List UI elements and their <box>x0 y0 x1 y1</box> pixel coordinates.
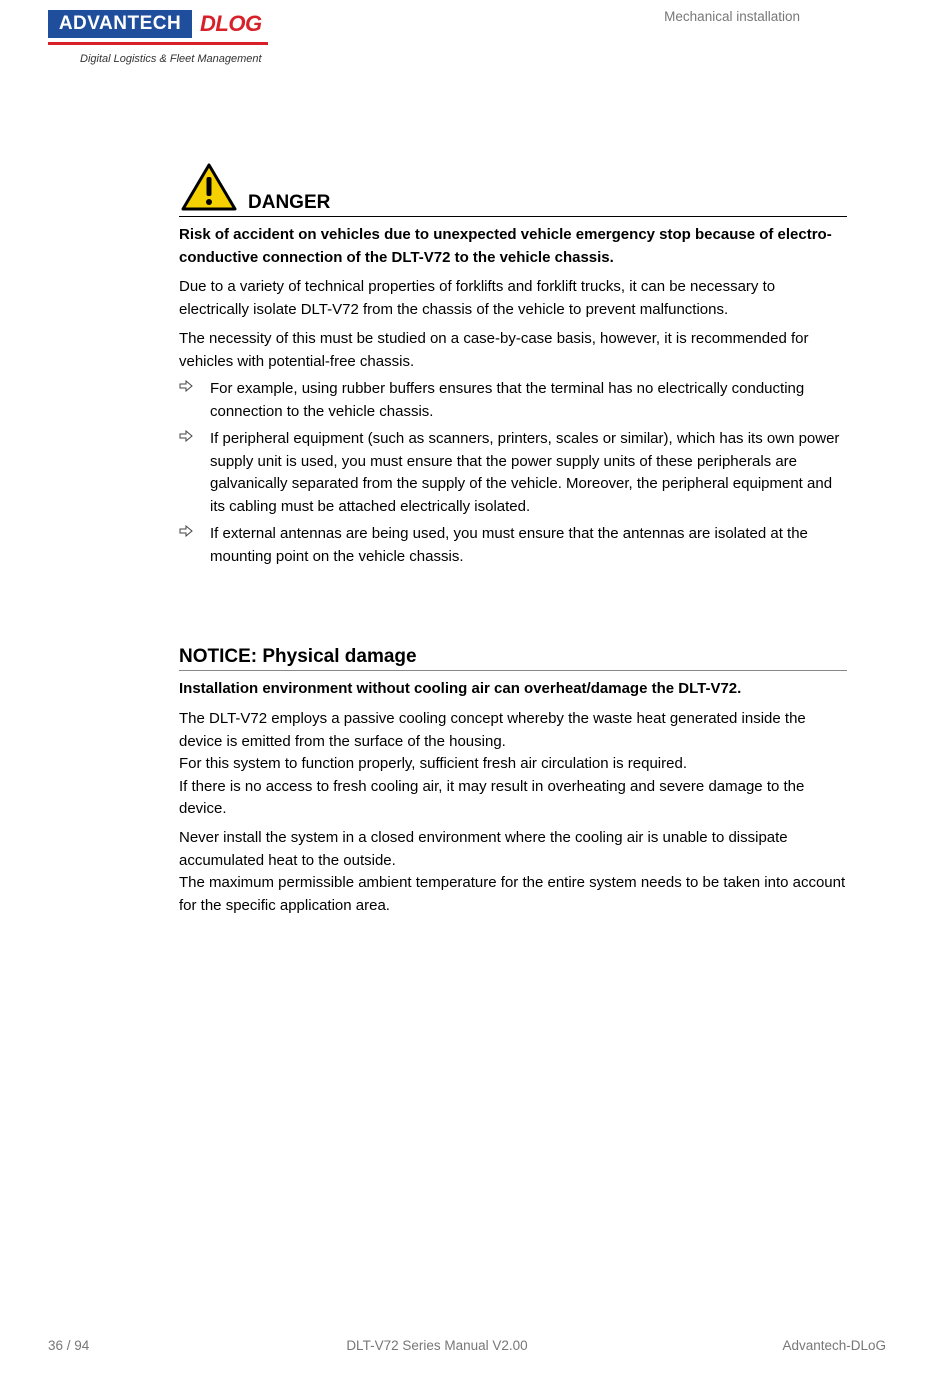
notice-title: NOTICE: Physical damage <box>179 645 847 671</box>
danger-paragraph: Due to a variety of technical properties of forklifts and forklift trucks, it can be necessary to electrically isolate DLT-V72 from the chassis of the vehicle to prevent malfunctions. <box>179 278 776 318</box>
list-item-text: If peripheral equipment (such as scanners, printers, scales or similar), which has its own power supply unit is used, you must ensure that the power supply units of these peripherals are galvanically separated from the supply of the vehicle. Moreover, the peripheral equipment and its cabling must be attached electrically isolated. <box>210 430 840 515</box>
logo-underline <box>48 42 268 45</box>
arrow-right-icon <box>179 430 193 442</box>
notice-lead: Installation environment without cooling air can overheat/damage the DLT-V72. <box>179 680 742 697</box>
list-item <box>179 523 847 568</box>
arrow-right-icon <box>179 525 193 537</box>
danger-heading <box>179 160 847 217</box>
list-item-text: If external antennas are being used, you must ensure that the antennas are isolated at the mounting point on the vehicle chassis. <box>210 525 808 565</box>
notice-line: Never install the system in a closed environment where the cooling air is unable to dissipate accumulated heat to the outside. <box>179 829 788 869</box>
page-number: 36 / 94 <box>48 1338 90 1353</box>
section-header: Mechanical installation <box>664 9 800 24</box>
logo-dlog: DLOG <box>200 11 262 36</box>
list-item <box>179 378 847 423</box>
notice-paragraph <box>179 827 847 917</box>
logo-tagline: Digital Logistics & Fleet Management <box>80 53 262 65</box>
warning-triangle-icon <box>181 163 237 211</box>
danger-title: DANGER <box>248 192 331 213</box>
company-logo <box>48 10 270 68</box>
document-title: DLT-V72 Series Manual V2.00 <box>346 1338 528 1353</box>
notice-line: If there is no access to fresh cooling air, it may result in overheating and severe damage to the device. <box>179 777 805 817</box>
logo-advantech: ADVANTECH <box>48 10 192 38</box>
arrow-right-icon <box>179 380 193 392</box>
list-item-text: For example, using rubber buffers ensures that the terminal has no electrically conducting connection to the vehicle chassis. <box>210 380 805 420</box>
notice-line: The maximum permissible ambient temperature for the entire system needs to be taken into account for the specific application area. <box>179 874 846 914</box>
danger-paragraph: The necessity of this must be studied on a case-by-case basis, however, it is recommended for vehicles with potential-free chassis. <box>179 330 809 370</box>
danger-action-list <box>179 378 847 573</box>
danger-lead: Risk of accident on vehicles due to unexpected vehicle emergency stop because of electro-conductive connection of the DLT-V72 to the vehicle chassis. <box>179 226 832 266</box>
notice-line: For this system to function properly, sufficient fresh air circulation is required. <box>179 755 687 772</box>
company-name: Advantech-DLoG <box>782 1338 886 1353</box>
notice-paragraph <box>179 708 847 821</box>
notice-line: The DLT-V72 employs a passive cooling concept whereby the waste heat generated inside the device is emitted from the surface of the housing. <box>179 710 806 750</box>
list-item <box>179 428 847 518</box>
